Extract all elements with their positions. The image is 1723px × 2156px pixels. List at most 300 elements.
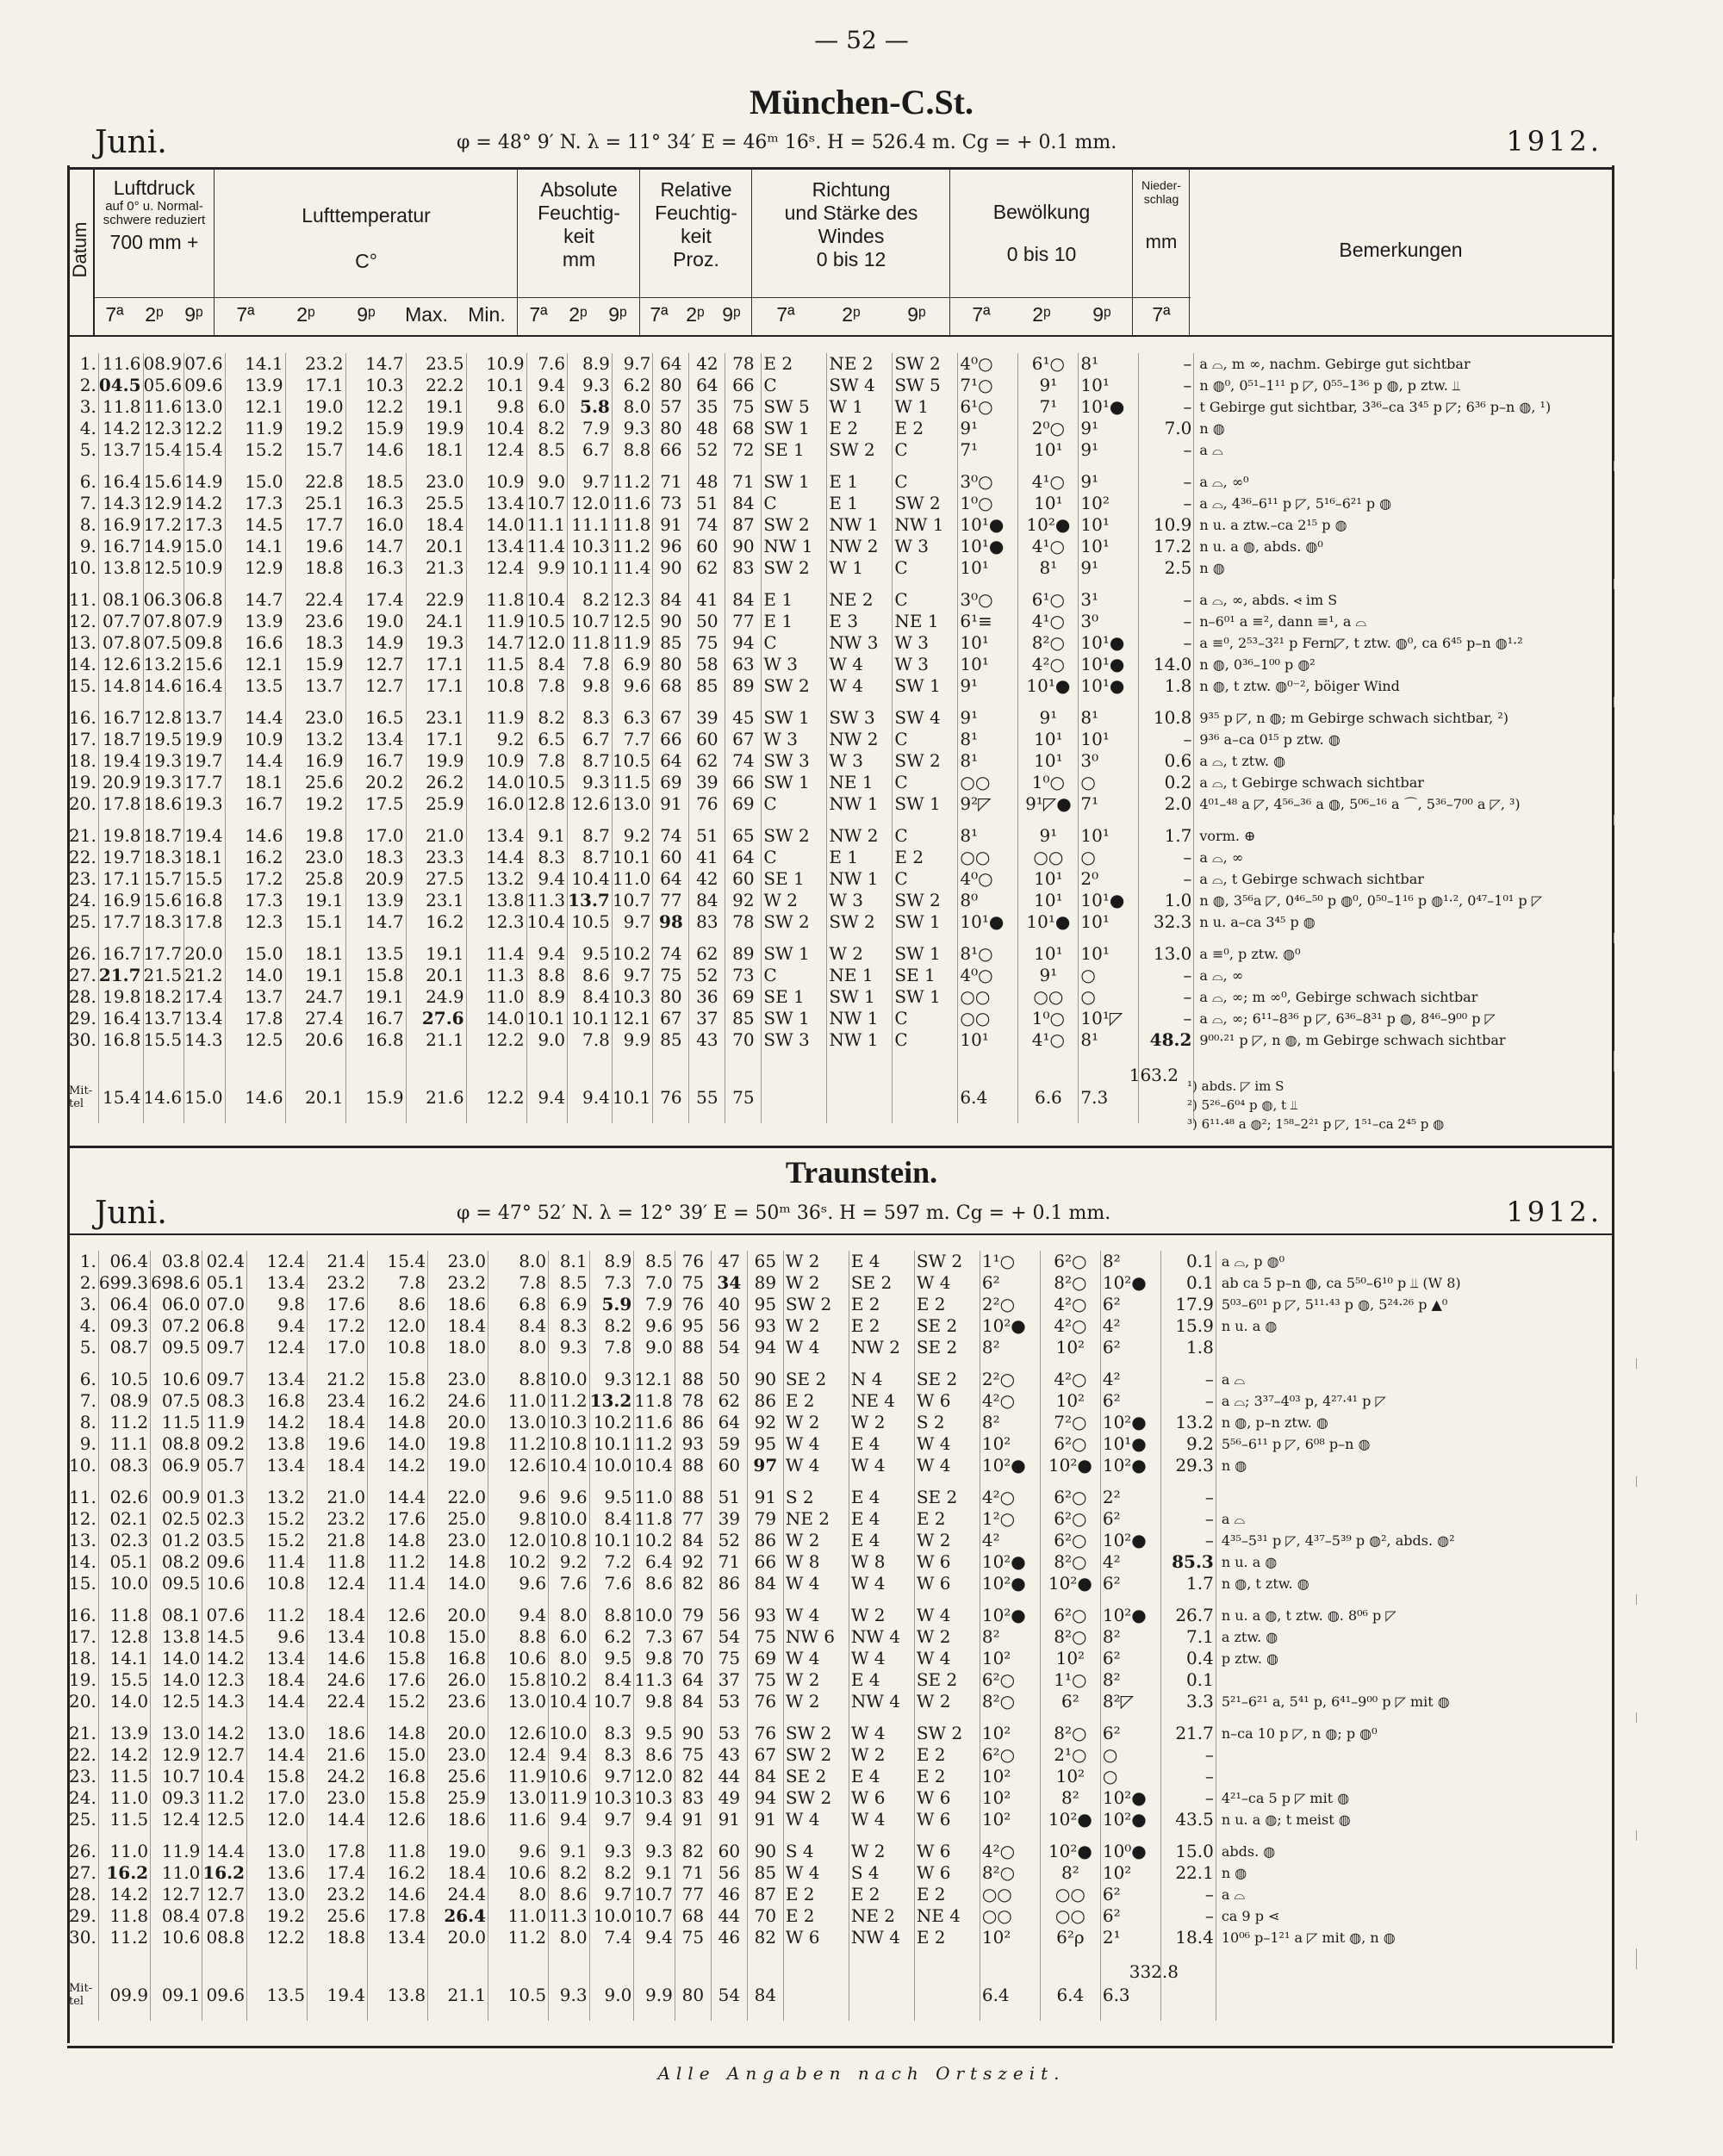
cell-abs-humidity-2p: 5.8 [568,396,613,418]
cell-temp-9p: 8.6 [368,1294,428,1315]
cell-abs-humidity-9p: 11.2 [612,471,653,493]
cell-abs-humidity-7a: 12.0 [526,632,568,654]
cell-cloud-2p: 4²○ [1040,1369,1100,1390]
cell-remarks: 9⁰⁰·²¹ p ◸, n ◍, m Gebirge schwach sichtbar [1199,1032,1506,1048]
cell-precipitation: – [1139,1008,1194,1029]
cell-rel-humidity-9p: 93 [747,1605,783,1626]
cell-wind-2p: W 2 [849,1412,914,1433]
mittel-cloud-7a: 6.4 [980,1969,1040,2021]
cell-abs-humidity-2p: 8.3 [589,1744,634,1766]
mittel-abs-humidity-2p: 9.4 [568,1072,613,1123]
cell-abs-humidity-9p: 11.6 [634,1412,675,1433]
cell-precipitation: 7.0 [1139,418,1194,439]
cell-pressure-2p: 12.3 [143,418,184,439]
cell-rel-humidity-7a: 69 [653,772,689,793]
cell-rel-humidity-2p: 48 [689,418,725,439]
cell-pressure-9p: 05.7 [202,1455,247,1476]
cell-datum: 8. [69,514,98,536]
cell-cloud-7a: 9¹ [958,675,1018,697]
cell-pressure-2p: 14.9 [143,536,184,557]
cell-temp-min: 9.8 [466,396,526,418]
cell-temp-7a: 14.4 [225,750,285,772]
cell-temp-2p: 21.6 [308,1744,368,1766]
cell-remarks: 5⁵⁶–6¹¹ p ◸, 6⁰⁸ p–n ◍ [1221,1436,1371,1452]
cell-wind-7a: SW 1 [762,1008,827,1029]
cell-precipitation: 1.8 [1139,675,1194,697]
cell-rel-humidity-7a: 85 [653,1029,689,1051]
cell-pressure-2p: 09.5 [151,1573,202,1594]
cell-temp-2p: 16.9 [285,750,345,772]
cell-temp-9p: 18.5 [345,471,406,493]
mittel-temp-2p: 19.4 [308,1969,368,2021]
cell-wind-9p: SE 1 [893,965,958,986]
cell-wind-2p: W 6 [849,1787,914,1809]
cell-precipitation: 2.0 [1139,793,1194,815]
cell-temp-2p: 19.1 [285,965,345,986]
cell-wind-7a: E 2 [783,1905,849,1927]
cell-temp-max: 16.2 [406,911,466,933]
cell-cloud-2p: 4¹○ [1018,1029,1079,1051]
cell-cloud-9p: 7¹ [1079,793,1139,815]
cell-temp-9p: 14.4 [368,1487,428,1508]
cell-datum: 24. [69,890,98,911]
cell-wind-9p: C [893,557,958,579]
cell-wind-7a: W 3 [762,729,827,750]
cell-pressure-2p: 13.7 [143,1008,184,1029]
cell-pressure-7a: 07.8 [98,632,143,654]
cell-cloud-2p: 4²○ [1040,1315,1100,1337]
cell-remarks: 4²¹–ca 5 p ◸ mit ◍ [1221,1790,1350,1806]
col-wind-9p: 9ᵖ [907,303,926,326]
cell-temp-min: 11.3 [466,965,526,986]
cell-cloud-7a: 4⁰○ [958,868,1018,890]
cell-rel-humidity-9p: 97 [747,1455,783,1476]
cell-precipitation: 0.4 [1160,1648,1216,1669]
cell-abs-humidity-2p: 10.2 [589,1412,634,1433]
cell-precipitation: 15.0 [1160,1841,1216,1862]
table-row [69,375,1614,396]
cell-cloud-7a: 10² [980,1787,1040,1809]
cell-pressure-2p: 00.9 [151,1487,202,1508]
table-row [69,514,1614,536]
cell-remarks: ca 9 p ⋖ [1221,1908,1280,1924]
cell-remarks: n u. a ◍ [1221,1554,1278,1570]
cell-cloud-9p: 8²◸ [1100,1691,1160,1712]
cell-wind-2p: E 2 [827,418,893,439]
cell-pressure-9p: 14.5 [202,1626,247,1648]
cell-temp-7a: 13.9 [225,375,285,396]
cell-temp-min: 13.4 [466,493,526,514]
cell-temp-2p: 17.4 [308,1862,368,1884]
cell-wind-9p: W 3 [893,632,958,654]
cell-temp-max: 23.0 [428,1369,488,1390]
cell-temp-min: 13.0 [488,1412,549,1433]
cell-rel-humidity-2p: 41 [689,589,725,611]
cell-pressure-7a: 16.9 [98,514,143,536]
cell-pressure-9p: 15.6 [184,654,226,675]
cell-remarks: n ◍, 0³⁶–1⁰⁰ p ◍² [1199,656,1316,673]
table-row [69,418,1614,439]
cell-wind-2p: NW 1 [827,1008,893,1029]
cell-temp-max: 18.4 [406,514,466,536]
cell-abs-humidity-7a: 6.5 [526,729,568,750]
cell-temp-min: 10.9 [466,353,526,375]
cell-temp-min: 12.4 [466,439,526,461]
cell-rel-humidity-2p: 50 [711,1369,747,1390]
cell-wind-2p: NW 2 [827,825,893,847]
cell-cloud-7a: 10²● [980,1551,1040,1573]
mittel-wind-7a [762,1072,827,1123]
cell-temp-9p: 10.3 [345,375,406,396]
cell-temp-7a: 14.7 [225,589,285,611]
cell-datum: 28. [69,986,98,1008]
cell-datum: 4. [69,1315,98,1337]
cell-rel-humidity-9p: 89 [725,943,762,965]
cell-pressure-9p: 09.7 [202,1369,247,1390]
cell-wind-9p: W 6 [914,1390,980,1412]
cell-temp-7a: 12.0 [247,1809,308,1830]
mittel-wind-9p [893,1072,958,1123]
cell-wind-9p: SW 5 [893,375,958,396]
cell-precipitation: 13.0 [1139,943,1194,965]
cell-wind-9p: W 4 [914,1605,980,1626]
cell-pressure-2p: 18.2 [143,986,184,1008]
cell-precipitation: 1.0 [1139,890,1194,911]
cell-wind-2p: NE 2 [849,1905,914,1927]
cell-wind-7a: SW 2 [783,1787,849,1809]
cell-wind-9p: S 2 [914,1412,980,1433]
cell-cloud-2p: 6²○ [1040,1508,1100,1530]
cell-wind-9p: E 2 [893,847,958,868]
cell-temp-7a: 13.0 [247,1723,308,1744]
cell-pressure-2p: 14.0 [151,1669,202,1691]
cell-pressure-9p: 14.9 [184,471,226,493]
cell-cloud-7a: 10¹● [958,514,1018,536]
cell-rel-humidity-2p: 58 [689,654,725,675]
cell-pressure-9p: 01.3 [202,1487,247,1508]
col-wind-2p: 2ᵖ [842,303,861,326]
cell-rel-humidity-9p: 93 [747,1315,783,1337]
cell-temp-2p: 19.2 [285,793,345,815]
mittel-temp-max: 21.6 [406,1072,466,1123]
cell-cloud-7a: ○○ [980,1884,1040,1905]
cell-pressure-2p: 12.8 [143,707,184,729]
cell-wind-7a: NW 6 [783,1626,849,1648]
cell-rel-humidity-7a: 77 [653,890,689,911]
cell-cloud-7a: 10¹ [958,557,1018,579]
cell-wind-2p: W 4 [849,1648,914,1669]
cell-temp-9p: 17.5 [345,793,406,815]
cell-temp-7a: 13.2 [247,1487,308,1508]
cell-temp-min: 8.8 [488,1369,549,1390]
table-row [69,1626,1636,1648]
cell-remarks: a ⌓, ∞; 6¹¹–8³⁶ p ◸, 6³⁶–8³¹ p ◍, 8⁴⁶–9⁰⁰ p ◸ [1199,1010,1496,1027]
cell-temp-max: 24.6 [428,1390,488,1412]
cell-precipitation: – [1160,1884,1216,1905]
cell-temp-7a: 12.4 [247,1337,308,1358]
cell-cloud-7a: 8¹ [958,750,1018,772]
cell-precipitation: – [1160,1744,1216,1766]
cell-remarks: 5²¹–6²¹ a, 5⁴¹ p, 6⁴¹–9⁰⁰ p ◸ mit ◍ [1221,1693,1450,1710]
table-row [69,1337,1636,1358]
cell-cloud-2p: 9¹◸● [1018,793,1079,815]
cell-rel-humidity-2p: 43 [689,1029,725,1051]
cell-temp-9p: 12.7 [345,675,406,697]
cell-remarks [1216,1487,1636,1508]
cell-cloud-7a: ○○ [958,847,1018,868]
cell-temp-2p: 15.7 [285,439,345,461]
cell-rel-humidity-7a: 64 [653,750,689,772]
cell-pressure-9p: 06.8 [202,1315,247,1337]
page-number: — 52 — [814,26,909,54]
cell-wind-7a: W 2 [762,890,827,911]
table-row [69,1691,1636,1712]
cell-temp-min: 9.2 [466,729,526,750]
cell-precipitation: – [1139,439,1194,461]
cell-pressure-2p: 15.5 [143,1029,184,1051]
cell-abs-humidity-9p: 9.4 [634,1927,675,1948]
cell-cloud-2p: 6²○ [1040,1433,1100,1455]
cell-abs-humidity-9p: 11.3 [634,1669,675,1691]
cell-rel-humidity-7a: 60 [653,847,689,868]
cell-abs-humidity-2p: 12.0 [568,493,613,514]
table-row [69,1862,1636,1884]
cell-remarks [1216,1669,1636,1691]
cell-abs-humidity-7a: 8.3 [526,847,568,868]
cell-abs-humidity-2p: 6.7 [568,729,613,750]
cell-abs-humidity-9p: 10.1 [612,847,653,868]
cell-datum: 29. [69,1905,98,1927]
cell-abs-humidity-2p: 7.8 [589,1337,634,1358]
cell-cloud-2p: 2¹○ [1040,1744,1100,1766]
cell-pressure-2p: 13.0 [151,1723,202,1744]
cell-temp-2p: 22.8 [285,471,345,493]
cell-cloud-9p: 9¹ [1079,418,1139,439]
cell-cloud-2p: 6²○ [1040,1487,1100,1508]
cell-temp-7a: 17.2 [225,868,285,890]
cell-datum: 25. [69,911,98,933]
cell-temp-9p: 14.7 [345,536,406,557]
cell-temp-7a: 14.4 [247,1744,308,1766]
cell-wind-2p: W 3 [827,750,893,772]
cell-datum: 11. [69,1487,98,1508]
cell-rel-humidity-2p: 74 [689,514,725,536]
cell-temp-min: 13.0 [488,1787,549,1809]
cell-pressure-2p: 08.4 [151,1905,202,1927]
cell-temp-max: 23.1 [406,890,466,911]
cell-wind-7a: W 6 [783,1927,849,1948]
cell-datum: 20. [69,1691,98,1712]
cell-abs-humidity-7a: 8.5 [526,439,568,461]
cell-cloud-7a: 8²○ [980,1691,1040,1712]
mittel-temp-7a: 13.5 [247,1969,308,2021]
cell-cloud-7a: 10¹● [958,536,1018,557]
cell-cloud-7a: 10² [980,1648,1040,1669]
cell-cloud-2p: 2⁰○ [1018,418,1079,439]
cell-temp-min: 11.4 [466,943,526,965]
cell-datum: 9. [69,1433,98,1455]
cell-remarks: a ≡⁰, p ztw. ◍⁰ [1199,946,1301,962]
cell-temp-2p: 19.2 [285,418,345,439]
cell-cloud-7a: 3⁰○ [958,589,1018,611]
cell-temp-9p: 17.8 [368,1905,428,1927]
cell-pressure-9p: 14.2 [202,1648,247,1669]
cell-temp-max: 18.6 [428,1294,488,1315]
mittel-rel-humidity-7a: 80 [675,1969,711,2021]
cell-remarks: 9³⁶ a–ca 0¹⁵ p ztw. ◍ [1199,731,1340,748]
cell-cloud-2p: 8²○ [1040,1723,1100,1744]
header-absolute-feuchtigkeit: Absolute Feuchtig- keit mm [538,178,620,270]
mittel-abs-humidity-7a: 9.4 [526,1072,568,1123]
cell-pressure-7a: 14.0 [98,1691,150,1712]
col-rel-7a: 7ª [650,303,669,326]
cell-cloud-9p: 4² [1100,1369,1160,1390]
cell-wind-7a: W 2 [783,1272,849,1294]
cell-temp-2p: 18.6 [308,1723,368,1744]
col-cloud-7a: 7ª [972,303,991,326]
cell-pressure-9p: 07.9 [184,611,226,632]
cell-rel-humidity-9p: 63 [725,654,762,675]
cell-temp-min: 6.8 [488,1294,549,1315]
cell-rel-humidity-9p: 73 [725,965,762,986]
cell-rel-humidity-7a: 76 [675,1294,711,1315]
cell-rel-humidity-9p: 84 [725,589,762,611]
cell-wind-9p: W 1 [893,396,958,418]
cell-pressure-7a: 08.3 [98,1455,150,1476]
cell-cloud-7a: 8¹○ [958,943,1018,965]
cell-pressure-2p: 17.2 [143,514,184,536]
cell-cloud-9p: 10²● [1100,1809,1160,1830]
cell-remarks [1216,1337,1636,1358]
cell-abs-humidity-2p: 10.5 [568,911,613,933]
cell-pressure-9p: 09.8 [184,632,226,654]
cell-temp-9p: 10.8 [368,1626,428,1648]
cell-abs-humidity-7a: 6.0 [549,1626,590,1648]
cell-remarks: n u. a ztw.–ca 2¹⁵ p ◍ [1199,517,1347,533]
cell-abs-humidity-9p: 12.5 [612,611,653,632]
cell-remarks: 4⁰¹–⁴⁸ a ◸, 4⁵⁶–³⁶ a ◍, 5⁰⁶–¹⁶ a ⌒, 5³⁶–7⁰⁰ a ◸, ³) [1199,796,1521,812]
cell-rel-humidity-2p: 52 [689,439,725,461]
cell-rel-humidity-9p: 91 [747,1809,783,1830]
cell-temp-9p: 12.6 [368,1605,428,1626]
cell-datum: 7. [69,1390,98,1412]
cell-datum: 14. [69,654,98,675]
cell-rel-humidity-7a: 71 [653,471,689,493]
cell-pressure-7a: 11.8 [98,1605,150,1626]
cell-abs-humidity-7a: 9.4 [526,868,568,890]
cell-pressure-7a: 14.2 [98,1884,150,1905]
cell-temp-min: 16.0 [466,793,526,815]
cell-temp-max: 19.3 [406,632,466,654]
cell-wind-2p: NW 2 [849,1337,914,1358]
cell-temp-9p: 11.4 [368,1573,428,1594]
cell-wind-7a: SE 2 [783,1369,849,1390]
cell-cloud-7a: 8¹ [958,729,1018,750]
cell-cloud-2p: 6¹○ [1018,353,1079,375]
cell-cloud-7a: 6¹≡ [958,611,1018,632]
cell-rel-humidity-7a: 80 [653,418,689,439]
cell-abs-humidity-9p: 10.3 [612,986,653,1008]
cell-precipitation: – [1139,965,1194,986]
cell-wind-9p: SE 2 [914,1487,980,1508]
cell-cloud-7a: 3⁰○ [958,471,1018,493]
cell-remarks: n u. a–ca 3⁴⁵ p ◍ [1199,914,1316,930]
cell-rel-humidity-2p: 84 [689,890,725,911]
cell-abs-humidity-2p: 7.8 [568,1029,613,1051]
cell-cloud-7a: 8² [980,1626,1040,1648]
cell-cloud-7a: 1²○ [980,1508,1040,1530]
cell-temp-9p: 15.8 [345,965,406,986]
header-niederschlag: Nieder- schlag mm [1141,178,1181,252]
cell-remarks: n ◍ [1199,560,1225,576]
cell-rel-humidity-7a: 83 [675,1787,711,1809]
mittel-pressure-7a: 15.4 [98,1072,143,1123]
cell-temp-min: 11.5 [466,654,526,675]
cell-cloud-2p: 4¹○ [1018,611,1079,632]
cell-pressure-9p: 14.3 [184,1029,226,1051]
cell-pressure-7a: 12.6 [98,654,143,675]
cell-remarks: n u. a ◍ [1221,1318,1278,1334]
cell-temp-9p: 15.8 [368,1787,428,1809]
cell-temp-max: 26.2 [406,772,466,793]
cell-temp-max: 20.0 [428,1723,488,1744]
cell-precipitation: – [1160,1787,1216,1809]
cell-rel-humidity-7a: 76 [675,1251,711,1272]
cell-temp-2p: 24.7 [285,986,345,1008]
cell-wind-7a: W 4 [783,1605,849,1626]
cell-pressure-9p: 15.4 [184,439,226,461]
cell-wind-2p: SW 2 [827,911,893,933]
table-row [69,1669,1636,1691]
cell-pressure-9p: 09.2 [202,1433,247,1455]
cell-cloud-9p: 10¹● [1079,890,1139,911]
cell-cloud-7a: 10²● [980,1573,1040,1594]
cell-temp-9p: 7.8 [368,1272,428,1294]
cell-rel-humidity-2p: 49 [711,1787,747,1809]
cell-abs-humidity-7a: 8.2 [549,1862,590,1884]
cell-wind-9p: C [893,1029,958,1051]
cell-pressure-2p: 13.8 [151,1626,202,1648]
cell-rel-humidity-7a: 80 [653,986,689,1008]
cell-rel-humidity-2p: 47 [711,1251,747,1272]
cell-datum: 17. [69,1626,98,1648]
cell-cloud-2p: 4¹○ [1018,536,1079,557]
cell-temp-max: 19.9 [406,750,466,772]
cell-remarks: n ◍ [1221,1457,1247,1474]
cell-abs-humidity-9p: 7.7 [612,729,653,750]
cell-precipitation: 17.2 [1139,536,1194,557]
cell-temp-7a: 13.9 [225,611,285,632]
cell-temp-7a: 17.3 [225,493,285,514]
cell-temp-2p: 19.6 [285,536,345,557]
cell-wind-2p: W 4 [849,1809,914,1830]
cell-temp-2p: 19.1 [285,890,345,911]
cell-temp-9p: 13.4 [368,1927,428,1948]
cell-abs-humidity-2p: 8.3 [589,1723,634,1744]
cell-abs-humidity-2p: 6.7 [568,439,613,461]
cell-pressure-2p: 12.5 [143,557,184,579]
cell-temp-min: 13.8 [466,890,526,911]
cell-remarks: a ⌓, t Gebirge schwach sichtbar [1199,871,1424,887]
cell-temp-2p: 25.6 [308,1905,368,1927]
cell-pressure-9p: 12.5 [202,1809,247,1830]
cell-rel-humidity-7a: 91 [653,514,689,536]
cell-rel-humidity-9p: 71 [725,471,762,493]
cell-remarks: n ◍, t ztw. ◍⁰⁻², böiger Wind [1199,678,1400,694]
cell-rel-humidity-7a: 88 [675,1369,711,1390]
cell-pressure-2p: 18.7 [143,825,184,847]
cell-temp-2p: 22.4 [308,1691,368,1712]
